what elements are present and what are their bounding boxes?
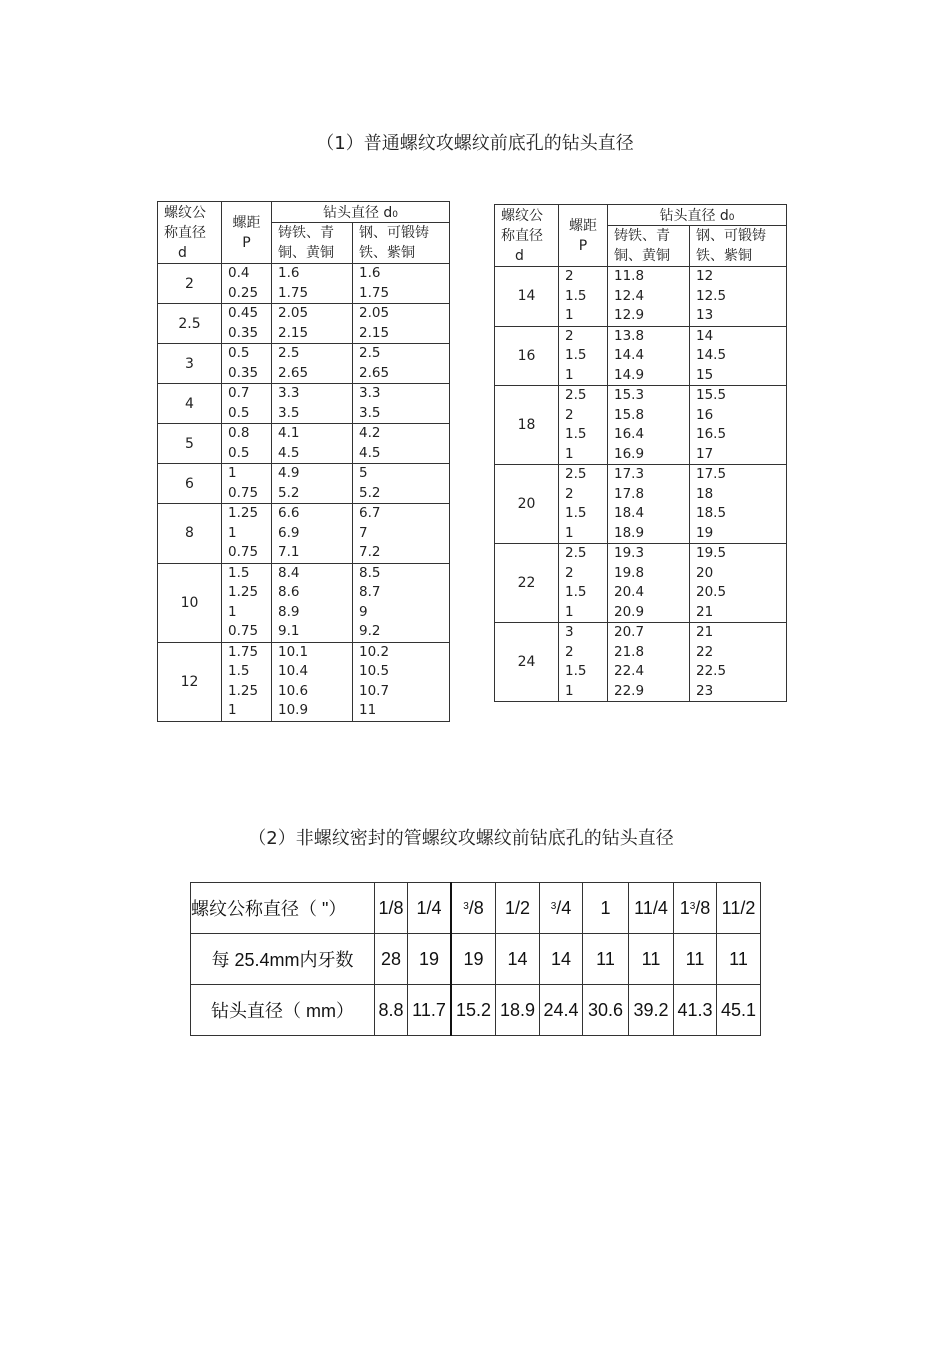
col-header-pitch: [222, 202, 272, 264]
drill-diameter-cell: 11.7: [408, 985, 452, 1036]
thread-count-cell: 11: [674, 934, 717, 985]
header-subscript: 0: [728, 213, 735, 223]
pitch-value: 1: [565, 524, 574, 541]
section-2-heading: （2）非螺纹密封的管螺纹攻螺纹前钻底孔的钻头直径: [248, 828, 674, 849]
pitch-value: 1: [228, 702, 237, 718]
cast-value: 20.4: [614, 584, 645, 600]
cast-cell: [608, 465, 690, 544]
pitch-cell: [222, 264, 272, 304]
pitch-value: 1: [565, 603, 574, 620]
pitch-cell: [559, 465, 608, 544]
header-line: d: [515, 247, 524, 264]
steel-value: 11: [359, 702, 377, 718]
nominal-diameter-cell: 2.5: [158, 304, 222, 344]
thread-count-cell: 28: [375, 934, 408, 985]
section-1-heading: （1）普通螺纹攻螺纹前底孔的钻头直径: [316, 133, 634, 154]
pitch-value: 0.5: [228, 404, 250, 421]
steel-cell: [353, 504, 450, 564]
steel-value: 7: [359, 524, 368, 541]
header-line: d: [178, 244, 187, 261]
pitch-cell: [222, 304, 272, 344]
cast-value: 17.8: [614, 485, 645, 502]
steel-value: 2.65: [359, 364, 390, 381]
cast-value: 20.9: [614, 603, 645, 620]
pipe-size-text: 1: [600, 897, 611, 918]
cast-value: 2.5: [278, 345, 300, 361]
cast-value: 19.3: [614, 545, 645, 561]
col-header-cast-iron: [272, 223, 353, 264]
cast-value: 8.9: [278, 603, 300, 620]
table-row: [158, 424, 450, 464]
cast-value: 10.1: [278, 643, 309, 660]
drill-diameter-cell: 8.8: [375, 985, 408, 1036]
cast-value: 10.4: [278, 663, 309, 679]
pitch-value: 0.25: [228, 284, 259, 301]
steel-cell: [690, 623, 787, 702]
steel-cell: [690, 544, 787, 623]
steel-value: 23: [696, 682, 714, 699]
nominal-diameter-cell: 22: [495, 544, 559, 623]
header-line: 铁、紫铜: [359, 245, 415, 261]
drill-diameter-cell: 41.3: [674, 985, 717, 1036]
cast-value: 5.2: [278, 484, 300, 501]
steel-value: 2.15: [359, 324, 390, 341]
pitch-value: 1.5: [228, 663, 250, 679]
pitch-value: 1: [228, 524, 237, 541]
nominal-diameter-cell: 14: [495, 267, 559, 327]
cast-value: 4.1: [278, 425, 300, 441]
table-row: [495, 386, 787, 465]
pipe-size-text: 1/4: [416, 897, 442, 918]
steel-cell: [353, 424, 450, 464]
steel-cell: [353, 563, 450, 642]
table-row: [158, 504, 450, 564]
pitch-value: 0.75: [228, 623, 259, 639]
pipe-size-cell: [629, 883, 674, 934]
pitch-value: 2: [565, 406, 574, 423]
pitch-value: 1.75: [228, 643, 259, 660]
cast-cell: [272, 504, 353, 564]
cast-cell: [272, 304, 353, 344]
metric-drill-table-right: [494, 204, 787, 702]
steel-value: 15: [696, 366, 714, 383]
pitch-value: 1: [228, 603, 237, 620]
cast-value: 22.9: [614, 682, 645, 699]
header-line: P: [242, 234, 251, 251]
thread-count-cell: 11: [629, 934, 674, 985]
col-header-pitch: [559, 205, 608, 267]
col-header-drill-diameter: [608, 205, 787, 226]
steel-cell: [690, 267, 787, 327]
pitch-value: 0.35: [228, 364, 259, 381]
pipe-size-text: 11/2: [721, 897, 756, 918]
pitch-value: 1.5: [565, 663, 587, 679]
pipe-size-text: 1/8: [378, 897, 404, 918]
table-row: [158, 642, 450, 721]
steel-cell: [353, 344, 450, 384]
table-row: [495, 623, 787, 702]
pitch-value: 2.5: [565, 387, 587, 403]
header-line: 螺纹公: [164, 204, 206, 221]
pipe-size-cell: [408, 883, 452, 934]
pipe-row-label: 每 25.4mm内牙数: [191, 934, 375, 985]
cast-value: 18.9: [614, 524, 645, 541]
cast-value: 7.1: [278, 544, 300, 560]
steel-value: 2.5: [359, 345, 381, 361]
cast-value: 17.3: [614, 466, 645, 482]
steel-value: 9: [359, 603, 368, 620]
pitch-value: 2: [565, 268, 574, 284]
steel-cell: [690, 386, 787, 465]
header-text: 钻头直径 d: [659, 208, 729, 224]
cast-cell: [272, 384, 353, 424]
pitch-value: 1: [565, 307, 574, 323]
cast-cell: [272, 563, 353, 642]
pitch-value: 2: [565, 643, 574, 660]
thread-count-cell: 14: [540, 934, 583, 985]
steel-cell: [353, 304, 450, 344]
cast-value: 16.4: [614, 426, 645, 442]
cast-value: 18.4: [614, 505, 645, 521]
table-row: [158, 344, 450, 384]
steel-value: 1.6: [359, 265, 381, 281]
thread-count-cell: 19: [408, 934, 452, 985]
cast-value: 14.4: [614, 347, 645, 363]
pitch-cell: [222, 563, 272, 642]
pitch-cell: [222, 464, 272, 504]
table-row: [158, 464, 450, 504]
steel-value: 15.5: [696, 387, 727, 403]
cast-value: 22.4: [614, 663, 645, 679]
cast-cell: [272, 464, 353, 504]
steel-value: 4.2: [359, 425, 381, 441]
drill-diameter-cell: 18.9: [496, 985, 540, 1036]
steel-cell: [353, 264, 450, 304]
cast-value: 15.3: [614, 387, 645, 403]
cast-value: 6.9: [278, 524, 300, 541]
steel-value: 17.5: [696, 466, 727, 482]
steel-value: 9.2: [359, 623, 381, 639]
pitch-value: 1.5: [565, 287, 587, 304]
pitch-value: 2.5: [565, 466, 587, 482]
pitch-value: 1.5: [565, 505, 587, 521]
pitch-value: 1.5: [565, 584, 587, 600]
thread-count-cell: 11: [717, 934, 761, 985]
header-line: 螺距: [569, 217, 597, 234]
steel-value: 2.05: [359, 305, 390, 321]
col-header-steel: [690, 226, 787, 267]
header-line: 称直径: [501, 227, 543, 244]
steel-cell: [353, 384, 450, 424]
pitch-value: 1: [565, 366, 574, 383]
pitch-cell: [222, 384, 272, 424]
steel-value: 13: [696, 307, 714, 323]
table-row: [158, 304, 450, 344]
drill-diameter-cell: 45.1: [717, 985, 761, 1036]
table-row: [495, 267, 787, 327]
pipe-row-nominal: [191, 883, 761, 934]
nominal-diameter-cell: 24: [495, 623, 559, 702]
pitch-value: 2: [565, 485, 574, 502]
col-header-cast-iron: [608, 226, 690, 267]
nominal-diameter-cell: 4: [158, 384, 222, 424]
steel-value: 22.5: [696, 663, 727, 679]
nominal-diameter-cell: 20: [495, 465, 559, 544]
cast-value: 12.9: [614, 307, 645, 323]
pipe-size-cell: [451, 883, 496, 934]
steel-value: 4.5: [359, 444, 381, 461]
cast-value: 8.4: [278, 564, 300, 581]
table-row: [158, 563, 450, 642]
drill-diameter-cell: 30.6: [583, 985, 629, 1036]
cast-value: 3.3: [278, 385, 300, 401]
table-row: [158, 384, 450, 424]
cast-value: 3.5: [278, 404, 300, 421]
cast-value: 1.6: [278, 265, 300, 281]
pipe-size-text: /4: [556, 897, 572, 918]
cast-value: 20.7: [614, 624, 645, 640]
nominal-diameter-cell: 18: [495, 386, 559, 465]
steel-value: 17: [696, 445, 714, 462]
steel-value: 14.5: [696, 347, 727, 363]
drill-diameter-cell: 15.2: [451, 985, 496, 1036]
cast-value: 2.05: [278, 305, 309, 321]
pipe-row-drill: [191, 985, 761, 1036]
steel-value: 3.3: [359, 385, 381, 401]
steel-value: 7.2: [359, 544, 381, 560]
pitch-cell: [222, 344, 272, 384]
steel-value: 21: [696, 624, 714, 640]
pipe-size-cell: [717, 883, 761, 934]
steel-value: 6.7: [359, 505, 381, 521]
cast-cell: [608, 623, 690, 702]
pitch-cell: [222, 424, 272, 464]
pitch-cell: [559, 623, 608, 702]
nominal-diameter-cell: 2: [158, 264, 222, 304]
cast-cell: [272, 264, 353, 304]
nominal-diameter-cell: 10: [158, 563, 222, 642]
steel-value: 5: [359, 465, 368, 481]
steel-cell: [353, 642, 450, 721]
cast-cell: [272, 344, 353, 384]
header-line: 钢、可锻铸: [359, 225, 429, 241]
pitch-value: 1: [565, 445, 574, 462]
pitch-value: 1.25: [228, 584, 259, 600]
pitch-value: 2: [565, 564, 574, 581]
header-line: 称直径: [164, 224, 206, 241]
pipe-size-text: 11/4: [634, 897, 668, 918]
steel-value: 18: [696, 485, 714, 502]
steel-value: 8.7: [359, 584, 381, 600]
pitch-value: 2.5: [565, 545, 587, 561]
header-row: [495, 205, 787, 226]
pitch-cell: [222, 642, 272, 721]
pitch-cell: [559, 544, 608, 623]
cast-cell: [272, 642, 353, 721]
steel-value: 18.5: [696, 505, 727, 521]
header-line: 铜、黄铜: [278, 245, 334, 261]
cast-cell: [608, 267, 690, 327]
nominal-diameter-cell: 8: [158, 504, 222, 564]
table-row: [495, 465, 787, 544]
pitch-value: 0.5: [228, 345, 250, 361]
pipe-size-sup: 3: [550, 900, 557, 912]
cast-value: 4.5: [278, 444, 300, 461]
pitch-value: 0.5: [228, 444, 250, 461]
header-line: 螺纹公: [501, 207, 543, 224]
cast-value: 2.65: [278, 364, 309, 381]
cast-value: 9.1: [278, 623, 300, 639]
cast-cell: [608, 544, 690, 623]
table-row: [495, 544, 787, 623]
header-line: 铸铁、青: [614, 228, 670, 244]
thread-count-cell: 19: [451, 934, 496, 985]
cast-value: 21.8: [614, 643, 645, 660]
pitch-value: 0.35: [228, 324, 259, 341]
pipe-row-label: 螺纹公称直径（ "）: [191, 883, 375, 934]
pitch-value: 1.5: [565, 426, 587, 442]
nominal-diameter-cell: 6: [158, 464, 222, 504]
pipe-size-text: /8: [695, 897, 711, 918]
steel-value: 20: [696, 564, 714, 581]
nominal-diameter-cell: 16: [495, 326, 559, 386]
nominal-diameter-cell: 5: [158, 424, 222, 464]
pitch-cell: [559, 386, 608, 465]
pipe-size-cell: [674, 883, 717, 934]
cast-value: 15.8: [614, 406, 645, 423]
steel-value: 10.2: [359, 643, 390, 660]
steel-value: 16: [696, 406, 714, 423]
steel-value: 8.5: [359, 564, 381, 581]
cast-cell: [272, 424, 353, 464]
steel-value: 22: [696, 643, 714, 660]
cast-value: 12.4: [614, 287, 645, 304]
pitch-value: 1.5: [565, 347, 587, 363]
table-row: [158, 264, 450, 304]
header-text: 钻头直径 d: [322, 205, 393, 221]
col-header-nominal-diameter: [495, 205, 559, 267]
cast-value: 4.9: [278, 465, 300, 481]
pitch-value: 0.75: [228, 544, 259, 560]
col-header-steel: [353, 223, 450, 264]
col-header-nominal-diameter: [158, 202, 222, 264]
header-line: 钢、可锻铸: [696, 228, 766, 244]
cast-cell: [608, 326, 690, 386]
steel-value: 19.5: [696, 545, 727, 561]
table-row: [495, 326, 787, 386]
steel-value: 12.5: [696, 287, 727, 304]
pipe-size-sup: 3: [689, 900, 696, 912]
cast-cell: [608, 386, 690, 465]
steel-value: 10.5: [359, 663, 390, 679]
pitch-value: 0.45: [228, 305, 259, 321]
pitch-value: 1: [565, 682, 574, 699]
pipe-size-cell: [496, 883, 540, 934]
header-line: 铜、黄铜: [614, 248, 670, 264]
cast-value: 11.8: [614, 268, 645, 284]
pipe-thread-drill-table: [190, 882, 761, 1036]
pipe-size-cell: [540, 883, 583, 934]
cast-value: 8.6: [278, 584, 300, 600]
pipe-row-threads: [191, 934, 761, 985]
steel-value: 14: [696, 327, 714, 344]
cast-value: 10.9: [278, 702, 309, 718]
pipe-size-text: /8: [468, 897, 484, 918]
steel-value: 12: [696, 268, 714, 284]
pitch-value: 1.5: [228, 564, 250, 581]
pitch-value: 0.4: [228, 265, 250, 281]
steel-value: 10.7: [359, 682, 390, 699]
pitch-value: 1: [228, 465, 237, 481]
cast-value: 13.8: [614, 327, 645, 344]
steel-value: 19: [696, 524, 714, 541]
nominal-diameter-cell: 3: [158, 344, 222, 384]
steel-cell: [353, 464, 450, 504]
pitch-value: 1.25: [228, 505, 259, 521]
pipe-size-text: 1/2: [504, 897, 531, 918]
col-header-drill-diameter: [272, 202, 450, 223]
cast-value: 19.8: [614, 564, 645, 581]
header-subscript: 0: [392, 210, 399, 220]
pitch-value: 0.8: [228, 425, 250, 441]
drill-diameter-cell: 24.4: [540, 985, 583, 1036]
steel-value: 21: [696, 603, 714, 620]
cast-value: 2.15: [278, 324, 309, 341]
pitch-cell: [559, 267, 608, 327]
header-line: 铸铁、青: [278, 225, 334, 241]
cast-value: 1.75: [278, 284, 309, 301]
pitch-value: 2: [565, 327, 574, 344]
cast-value: 16.9: [614, 445, 645, 462]
steel-value: 3.5: [359, 404, 381, 421]
steel-cell: [690, 326, 787, 386]
header-row: [158, 202, 450, 223]
pitch-value: 1.25: [228, 682, 259, 699]
pipe-size-text: 1: [679, 897, 690, 918]
pitch-value: 0.7: [228, 385, 250, 401]
steel-value: 1.75: [359, 284, 390, 301]
pipe-size-sup: 3: [463, 900, 469, 912]
pitch-cell: [559, 326, 608, 386]
header-line: 铁、紫铜: [696, 248, 752, 264]
cast-value: 10.6: [278, 682, 309, 699]
steel-value: 16.5: [696, 426, 727, 442]
steel-value: 20.5: [696, 584, 727, 600]
header-line: 螺距: [232, 214, 261, 231]
pipe-row-label: 钻头直径（ mm）: [191, 985, 375, 1036]
pipe-size-cell: [375, 883, 408, 934]
cast-value: 6.6: [278, 505, 300, 521]
drill-diameter-cell: 39.2: [629, 985, 674, 1036]
pitch-cell: [222, 504, 272, 564]
thread-count-cell: 14: [496, 934, 540, 985]
nominal-diameter-cell: 12: [158, 642, 222, 721]
pipe-size-cell: [583, 883, 629, 934]
pitch-value: 3: [565, 624, 574, 640]
pitch-value: 0.75: [228, 484, 259, 501]
steel-cell: [690, 465, 787, 544]
steel-value: 5.2: [359, 484, 381, 501]
cast-value: 14.9: [614, 366, 645, 383]
thread-count-cell: 11: [583, 934, 629, 985]
header-line: P: [578, 237, 588, 254]
metric-drill-table-left: [157, 201, 450, 722]
